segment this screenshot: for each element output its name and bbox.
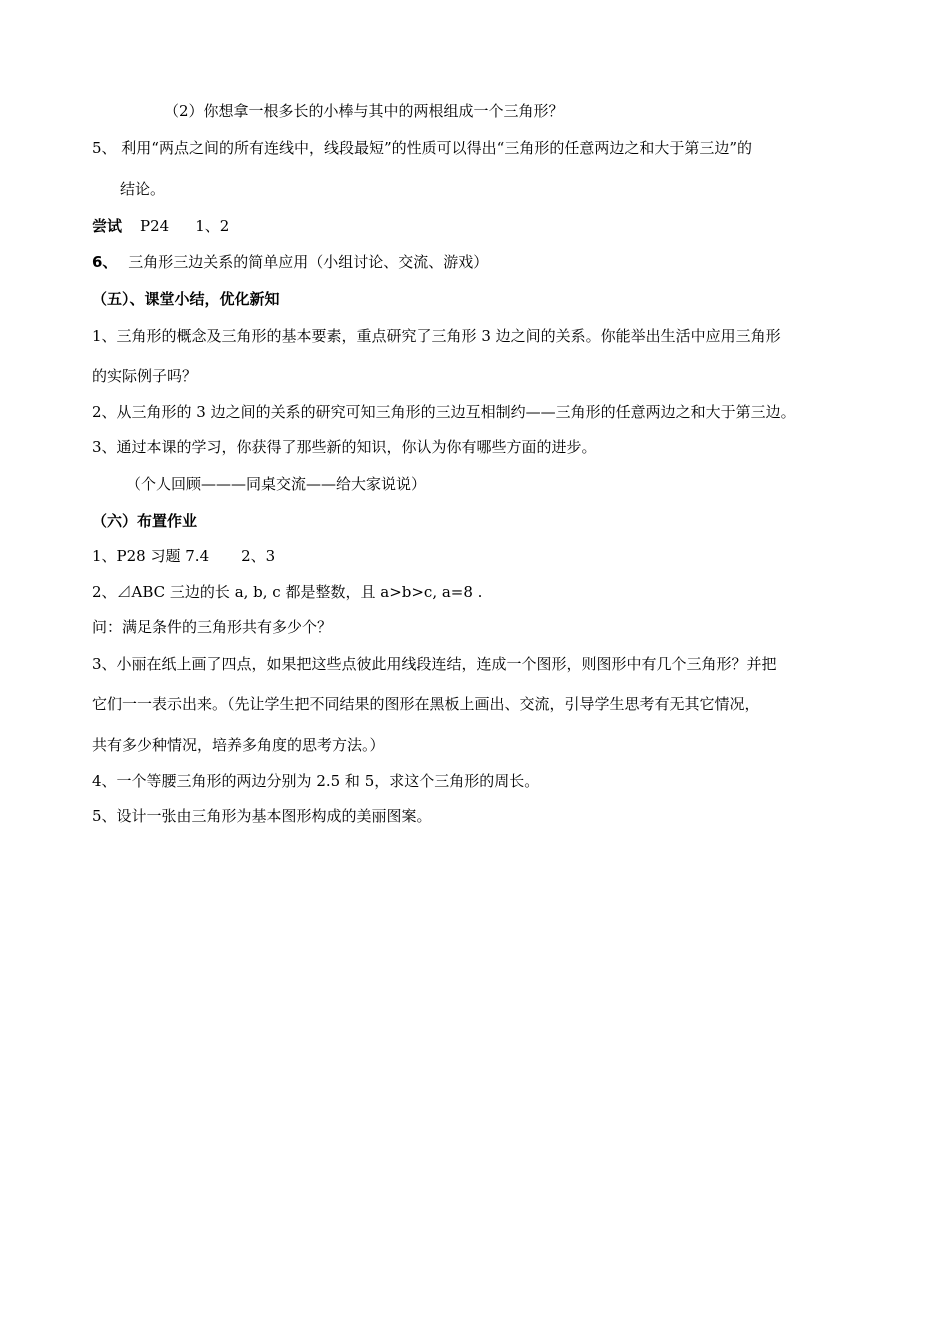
section-6-heading: （六）布置作业 <box>92 512 198 530</box>
try-page-ref: P24 <box>140 217 170 235</box>
item-6-text: 三角形三边关系的简单应用（小组讨论、交流、游戏） <box>128 253 489 271</box>
item-6-line <box>92 252 488 272</box>
summary-4-line: （个人回顾———同桌交流——给大家说说） <box>126 475 427 493</box>
item-5-continuation: 结论。 <box>120 180 166 198</box>
homework-2-line: 2、⊿ABC 三边的长 a, b, c 都是整数，且 a>b>c, a=8 . <box>92 583 483 601</box>
homework-4-line: 4、一个等腰三角形的两边分别为 2.5 和 5，求这个三角形的周长。 <box>92 772 540 790</box>
homework-2-question: 问：满足条件的三角形共有多少个？ <box>92 618 333 636</box>
homework-3-continuation-1: 它们一一表示出来。（先让学生把不同结果的图形在黑板上画出、交流，引导学生思考有无其它情况， <box>92 695 760 713</box>
summary-3-line: 3、通过本课的学习，你获得了那些新的知识，你认为你有哪些方面的进步。 <box>92 438 597 456</box>
summary-1-line: 1、三角形的概念及三角形的基本要素，重点研究了三角形 3 边之间的关系。你能举出生活中应用三角形 <box>92 327 781 345</box>
try-line <box>92 216 229 236</box>
homework-1-items: 2、3 <box>241 547 276 565</box>
try-label: 尝试 <box>92 217 123 235</box>
summary-2-line: 2、从三角形的 3 边之间的关系的研究可知三角形的三边互相制约——三角形的任意两边之和大于第三边。 <box>92 403 796 421</box>
item-6-number: 6、 <box>92 253 118 271</box>
question-2-line: （2）你想拿一根多长的小棒与其中的两根组成一个三角形？ <box>164 102 564 120</box>
try-items: 1、2 <box>195 217 230 235</box>
section-5-heading: （五）、课堂小结，优化新知 <box>92 290 280 308</box>
homework-3-line: 3、小丽在纸上画了四点，如果把这些点彼此用线段连结，连成一个图形，则图形中有几个三角形？并把 <box>92 655 777 673</box>
homework-3-continuation-2: 共有多少种情况，培养多角度的思考方法。） <box>92 736 385 754</box>
summary-1-continuation: 的实际例子吗？ <box>92 367 198 385</box>
homework-1-line <box>92 546 275 566</box>
homework-1-ref: 1、P28 习题 7.4 <box>92 547 210 565</box>
homework-5-line: 5、设计一张由三角形为基本图形构成的美丽图案。 <box>92 807 432 825</box>
item-5-line: 5、 利用“两点之间的所有连线中，线段最短”的性质可以得出“三角形的任意两边之和大于第三边”的 <box>92 139 752 157</box>
